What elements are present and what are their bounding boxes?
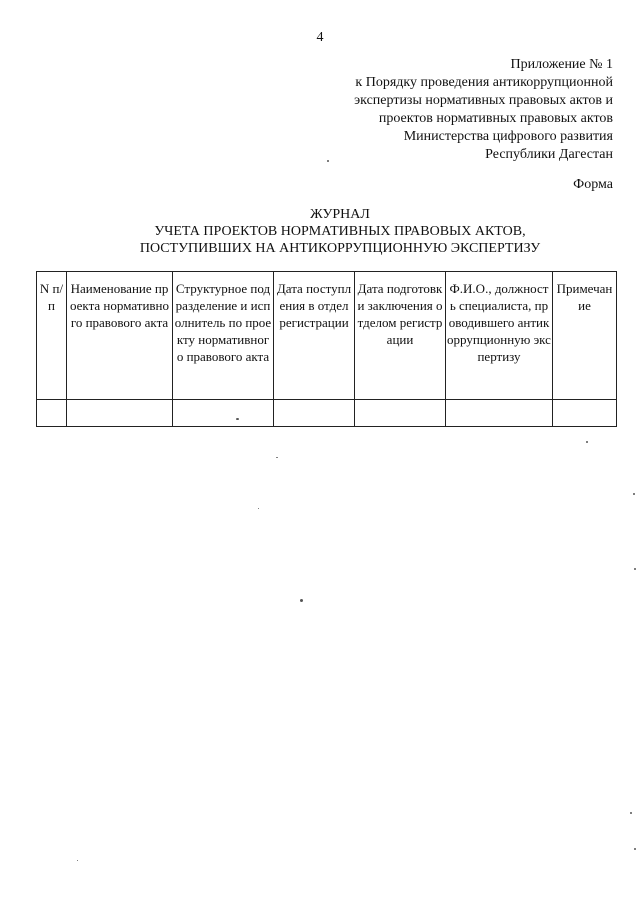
journal-title-line: ПОСТУПИВШИХ НА АНТИКОРРУПЦИОННУЮ ЭКСПЕРТИЗУ (139, 241, 541, 256)
scan-speck (634, 848, 636, 850)
appendix-line: Приложение № 1 (510, 57, 613, 72)
form-label: Форма (573, 177, 613, 192)
appendix-line: экспертизы нормативных правовых актов и (354, 93, 613, 108)
table-cell (446, 400, 553, 427)
table-cell (355, 400, 446, 427)
column-header-specialist: Ф.И.О., должность специалиста, проводившего антикоррупционную экспертизу (446, 272, 553, 400)
column-header-conclusion-date: Дата подготовки заключения отделом регистрации (355, 272, 446, 400)
column-header-act-name: Наименование проекта нормативного правового акта (67, 272, 173, 400)
table-cell (553, 400, 617, 427)
column-header-note: Примечание (553, 272, 617, 400)
appendix-header (313, 56, 613, 164)
scan-speck (236, 418, 239, 420)
scan-speck (276, 457, 278, 458)
scan-speck (630, 812, 632, 814)
table-cell (37, 400, 67, 427)
column-header-received-date: Дата поступления в отдел регистрации (274, 272, 355, 400)
column-header-department: Структурное подразделение и исполнитель по проекту нормативного правового акта (173, 272, 274, 400)
page-number: 4 (316, 30, 324, 45)
appendix-line: к Порядку проведения антикоррупционной (355, 75, 613, 90)
table-cell (67, 400, 173, 427)
scan-speck (77, 860, 78, 861)
journal-table (36, 271, 617, 427)
scan-speck (633, 493, 635, 495)
scan-speck (300, 599, 303, 602)
scan-speck (258, 508, 259, 509)
table-header-row (37, 272, 617, 400)
journal-title-line: УЧЕТА ПРОЕКТОВ НОРМАТИВНЫХ ПРАВОВЫХ АКТОВ, (154, 224, 526, 239)
appendix-line: Министерства цифрового развития (403, 129, 613, 144)
table-cell (173, 400, 274, 427)
scan-speck (634, 568, 636, 570)
scan-speck (327, 160, 329, 162)
column-header-number: N п/п (37, 272, 67, 400)
appendix-line: Республики Дагестан (485, 147, 613, 162)
journal-title (20, 206, 640, 257)
scan-speck (586, 441, 588, 443)
journal-title-line: ЖУРНАЛ (310, 207, 370, 222)
table-cell (274, 400, 355, 427)
table-row (37, 400, 617, 427)
appendix-line: проектов нормативных правовых актов (378, 111, 613, 126)
